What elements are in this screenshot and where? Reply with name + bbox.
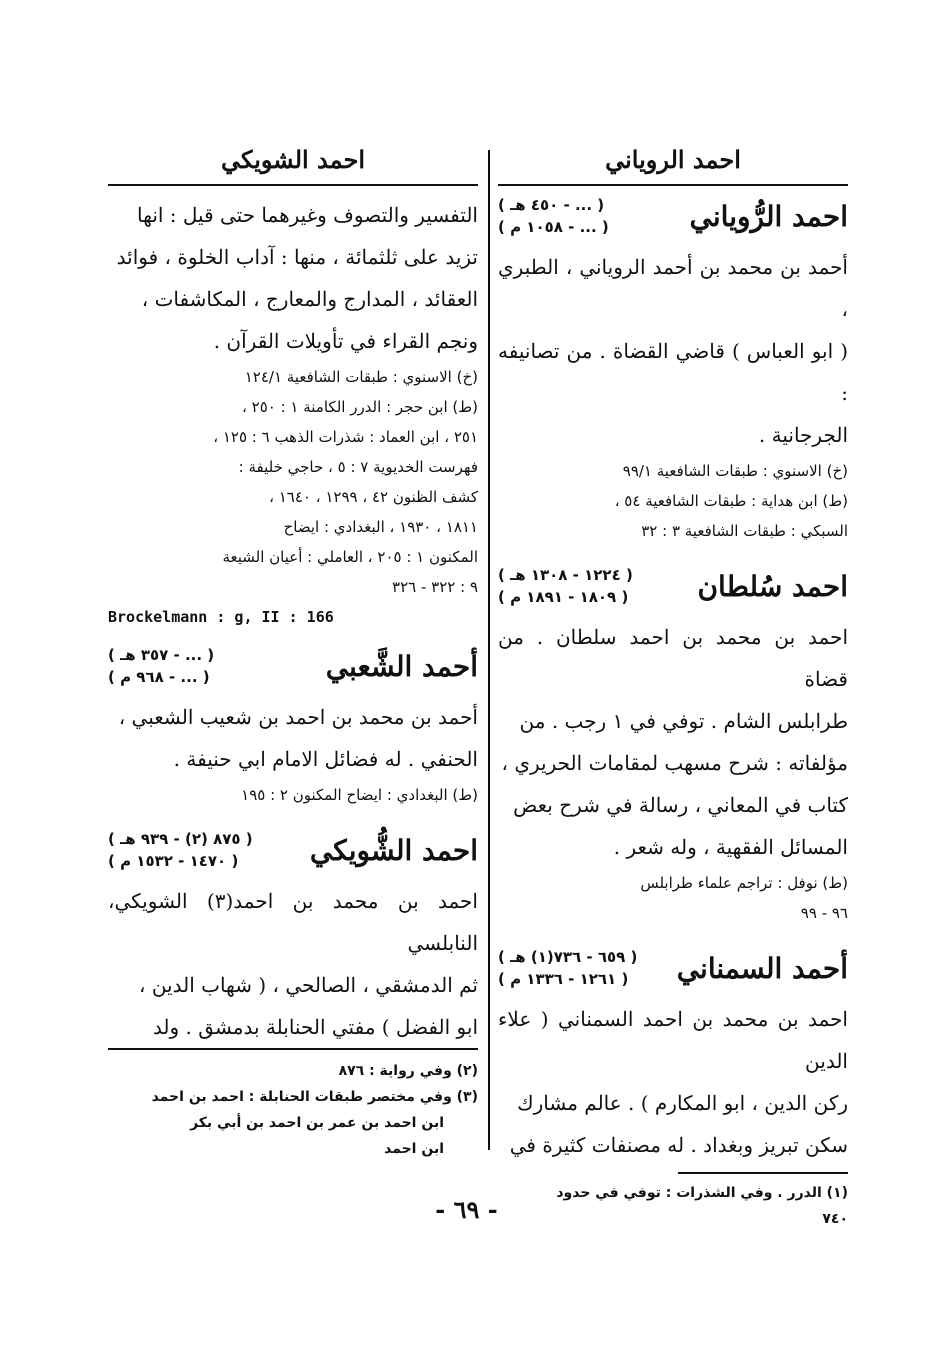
left-column-header: احمد الشويكي [220,145,366,174]
entry-body-line: سكن تبريز وبغداد . له مصنفات كثيرة في [509,1133,848,1157]
entry-shuwayki [108,828,478,1048]
footnote-line: ٧٤٠ [822,1211,848,1227]
entry-body-line: المسائل الفقهية ، وله شعر . [613,835,848,859]
entry-body-line: ثم الدمشقي ، الصالحي ، ( شهاب الدين ، [139,973,478,997]
entry-body-line: ( ابو العباس ) قاضي القضاة . من تصانيفه : [498,339,848,405]
footnote-rule [678,1172,848,1174]
entry-body-line: أحمد بن محمد بن أحمد الروياني ، الطبري ، [498,255,848,321]
continuation-ref-line: (ط) ابن حجر : الدرر الكامنة ١ : ٢٥٠ ، [242,398,478,416]
continuation-ref-line: (خ) الاسنوي : طبقات الشافعية ١٢٤/١ [244,368,478,386]
entry-heading [498,946,848,990]
entry-body-line: طرابلس الشام . توفي في ١ رجب . من [519,709,848,733]
right-header-rule [498,184,848,186]
entry-ref-line: (خ) الاسنوي : طبقات الشافعية ٩٩/١ [622,462,848,480]
dates-hijri: ( ٦٥٩ - ٧٣٦(١) هـ ) [498,948,638,966]
footnote-line: (٣) وفي مختصر طبقات الحنابلة : احمد بن احمد [151,1089,478,1105]
entry-body-line: الجرجانية . [758,423,848,447]
entry-dates [498,564,633,608]
entry-heading [498,194,848,238]
footnote-rule [108,1048,478,1050]
entry-heading [108,828,478,872]
left-column [108,140,478,1162]
entry-ref-line: السبكي : طبقات الشافعية ٣ : ٣٢ [641,522,848,540]
entry-ref-line: (ط) البغدادي : ايضاح المكنون ٢ : ١٩٥ [241,786,478,804]
entry-dates [498,946,637,990]
entry-sultan [498,564,848,928]
dates-gregorian: ( ١٢٦١ - ١٣٣٦ م ) [498,970,629,988]
continuation-line: التفسير والتصوف وغيرهما حتى قيل : انها [137,203,478,227]
right-column [498,140,848,1232]
entry-body-line: ابو الفضل ) مفتي الحنابلة بدمشق . ولد [152,1015,478,1039]
entry-body-line: احمد بن محمد بن احمد(٣) الشويكي، النابلسي [108,889,478,955]
entry-shabi [108,644,478,810]
continuation-ref-line: ٢٥١ ، ابن العماد : شذرات الذهب ٦ : ١٢٥ ، [213,428,478,446]
continuation-ref-line: فهرست الخديوية ٧ : ٥ ، حاجي خليفة : [238,458,478,476]
footnote-line: ابن احمد بن عمر بن احمد بن أبي بكر [190,1115,444,1131]
dates-hijri: ( ... - ٣٥٧ هـ ) [108,646,215,664]
right-column-header: احمد الروياني [605,145,741,174]
entry-heading [108,644,478,688]
entry-body-line: كتاب في المعاني ، رسالة في شرح بعض [513,793,848,817]
dates-hijri: ( ١٢٢٤ - ١٣٠٨ هـ ) [498,566,633,584]
continuation-ref-line: ١٨١١ ، ١٩٣٠ ، البغدادي : ايضاح [283,518,478,536]
entry-name: احمد الرُّوياني [689,199,848,233]
continuation-ref-line: ٩ : ٣٢٢ - ٣٢٦ [392,578,478,596]
entry-body-line: الحنفي . له فضائل الامام ابي حنيفة . [173,747,478,771]
dates-hijri: ( ٨٧٥ (٢) - ٩٣٩ هـ ) [108,830,253,848]
continuation-ref-line: المكنون ١ : ٢٠٥ ، العاملي : أعيان الشيعة [222,548,478,566]
entry-name: احمد سُلطان [697,569,848,603]
entry-body-line: ركن الدين ، ابو المكارم ) . عالم مشارك [517,1091,848,1115]
entry-body-line: احمد بن محمد بن احمد سلطان . من قضاة [498,625,848,691]
continuation-line: العقائد ، المدارج والمعارج ، المكاشفات ، [141,287,478,311]
dates-gregorian: ( ١٤٧٠ - ١٥٣٢ م ) [108,852,239,870]
entry-ruyani [498,194,848,546]
entry-name: احمد الشُّويكي [309,833,478,867]
left-header-rule [108,184,478,186]
dates-gregorian: ( ١٨٠٩ - ١٨٩١ م ) [498,588,629,606]
entry-gap [108,810,478,824]
entry-body-line: أحمد بن محمد بن احمد بن شعيب الشعبي ، [118,705,478,729]
latin-reference: Brockelmann : g, II : 166 [108,608,334,626]
entry-dates [108,828,253,872]
continuation-line: تزيد على ثلثمائة ، منها : آداب الخلوة ، فوائد [116,245,478,269]
page-number: - ٦٩ - [435,1195,498,1224]
entry-gap [498,546,848,560]
dates-hijri: ( ... - ٤٥٠ هـ ) [498,196,605,214]
entry-body-line: مؤلفاته : شرح مسهب لمقامات الحريري ، [501,751,848,775]
entry-name: أحمد السمناني [676,951,848,985]
entry-ref-line: (ط) ابن هداية : طبقات الشافعية ٥٤ ، [614,492,848,510]
footnote-line: ابن احمد [384,1141,444,1157]
entry-name: أحمد الشَّعبي [325,649,478,683]
entry-ref-line: (ط) نوفل : تراجم علماء طرابلس [640,874,848,892]
continuation-text [108,194,478,630]
entry-dates [498,194,609,238]
continuation-line: ونجم القراء في تأويلات القرآن . [213,329,478,353]
dates-gregorian: ( ... - ١٠٥٨ م ) [498,218,609,236]
entry-heading [498,564,848,608]
entry-simnani [498,946,848,1166]
footnote-line: (٢) وفي رواية : ٨٧٦ [338,1063,478,1079]
entry-ref-line: ٩٦ - ٩٩ [800,904,848,922]
entry-gap [498,928,848,942]
entry-dates [108,644,214,688]
continuation-ref-line: كشف الظنون ٤٢ ، ١٢٩٩ ، ١٦٤٠ ، [269,488,478,506]
dates-gregorian: ( ... - ٩٦٨ م ) [108,668,210,686]
entry-body-line: احمد بن محمد بن احمد السمناني ( علاء الدين [498,1007,848,1073]
column-divider [488,150,490,1150]
footnote-line: (١) الدرر . وفي الشذرات : توفي في حدود [556,1185,848,1201]
